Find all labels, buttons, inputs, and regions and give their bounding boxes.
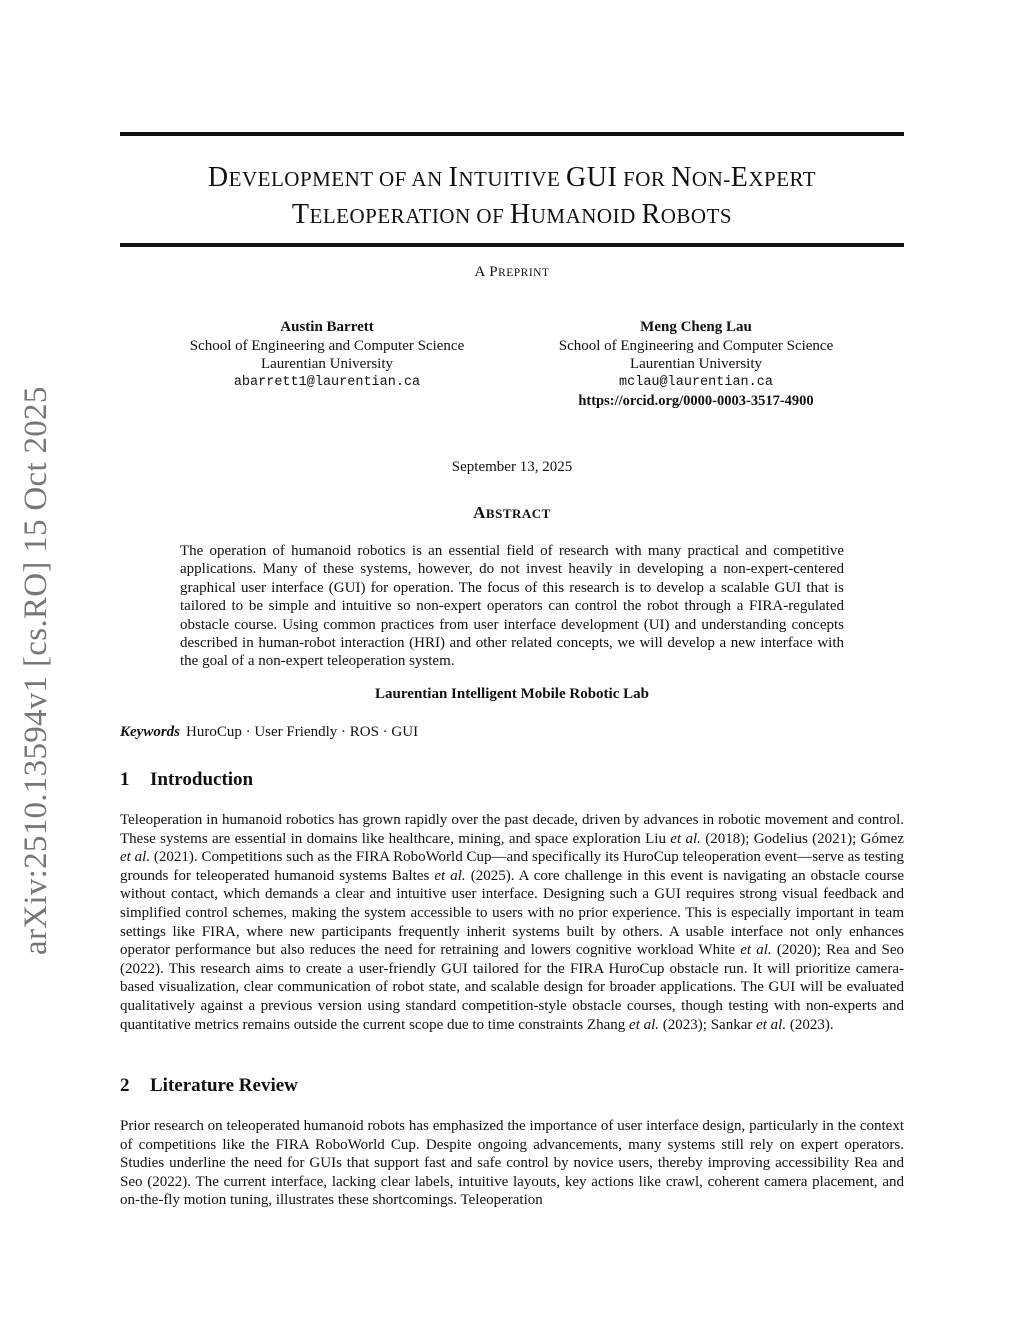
publication-date: September 13, 2025	[451, 459, 573, 475]
section-title: Introduction	[150, 769, 254, 790]
section-heading-introduction	[120, 769, 253, 791]
preprint-label: A PREPRINT	[474, 264, 550, 280]
title-line-1: DEVELOPMENT OF AN INTUITIVE GUI FOR NON-EXPERT	[207, 162, 817, 193]
author-school: School of Engineering and Computer Science	[189, 337, 465, 354]
abstract-heading: ABSTRACT	[473, 503, 551, 522]
keywords-label: Keywords	[120, 724, 180, 740]
keywords-line	[120, 724, 418, 741]
author-block-1	[147, 318, 507, 392]
author-orcid-link[interactable]: https://orcid.org/0000-0003-3517-4900	[578, 393, 814, 409]
paper-title	[120, 160, 904, 234]
title-bottom-rule	[120, 243, 904, 247]
author-email[interactable]: abarrett1@laurentian.ca	[233, 374, 421, 390]
author-name: Meng Cheng Lau	[640, 319, 752, 335]
author-block-2	[516, 318, 876, 411]
author-school: School of Engineering and Computer Science	[558, 337, 834, 354]
author-university: Laurentian University	[629, 356, 763, 372]
section-number: 1	[120, 769, 130, 790]
abstract-body: The operation of humanoid robotics is an essential field of research with many practical and competitive applications. Many of these systems, however, do not invest heavily in developing a non-expert-centered graphical user interface (GUI) for operation. The focus of this research is to develop a scalable GUI that is tailored to be simple and intuitive so non-expert operators can control the robot through a FIRA-regulated obstacle course. Using common practices from user interface development (UI) and understanding concepts described in human-robot interaction (HRI) and other related concepts, we will develop a new interface with the goal of a non-expert teleoperation system.	[180, 543, 844, 670]
title-top-rule	[120, 132, 904, 136]
author-university: Laurentian University	[260, 356, 394, 372]
section-heading-literature-review	[120, 1075, 298, 1097]
title-line-2: TELEOPERATION OF HUMANOID ROBOTS	[291, 199, 733, 230]
author-name: Austin Barrett	[280, 319, 374, 335]
lab-name: Laurentian Intelligent Mobile Robotic Lab	[375, 686, 649, 702]
arxiv-watermark: arXiv:2510.13594v1 [cs.RO] 15 Oct 2025	[18, 386, 54, 955]
author-email[interactable]: mclau@laurentian.ca	[619, 374, 773, 390]
literature-paragraph: Prior research on teleoperated humanoid robots has emphasized the importance of user interface design, particularly in the context of competitions like the FIRA RoboWorld Cup. Despite ongoing advancements, many systems still rely on expert operators. Studies underline the need for GUIs that support fast and safe control by novice users, thereby improving accessibility Rea and Seo (2022). The current interface, lacking clear labels, intuitive layouts, key actions like crawl, coherent camera placement, and on-the-fly motion tuning, illustrates these shortcomings. Teleoperation	[120, 1118, 904, 1209]
introduction-paragraph: Teleoperation in humanoid robotics has grown rapidly over the past decade, driven by advances in robotic movement and control. These systems are essential in domains like healthcare, mining, and space exploration Liu et al. (2018); Godelius (2021); Gómez et al. (2021). Competitions such as the FIRA RoboWorld Cup—and specifically its HuroCup teleoperation event—serve as testing grounds for teleoperated humanoid systems Baltes et al. (2025). A core challenge in this event is navigating an obstacle course without contact, which demands a clear and intuitive user interface. Designing such a GUI requires strong visual feedback and simplified control schemes, making the system accessible to users with no prior experience. This is especially important in team settings like FIRA, where new participants frequently inherit systems built by others. A usable interface not only enhances operator performance but also reduces the need for retraining and lowers cognitive workload White et al. (2020); Rea and Seo (2022). This research aims to create a user-friendly GUI tailored for the FIRA HuroCup obstacle run. It will prioritize camera-based visualization, clear communication of robot state, and scalable design for broader applications. The GUI will be evaluated qualitatively against a previous version using standard competition-style obstacle courses, though testing with non-experts and quantitative metrics remains outside the current scope due to time constraints Zhang et al. (2023); Sankar et al. (2023).	[120, 812, 904, 1033]
section-number: 2	[120, 1075, 130, 1096]
section-title: Literature Review	[150, 1075, 298, 1096]
keywords-list: HuroCup · User Friendly · ROS · GUI	[186, 724, 419, 740]
